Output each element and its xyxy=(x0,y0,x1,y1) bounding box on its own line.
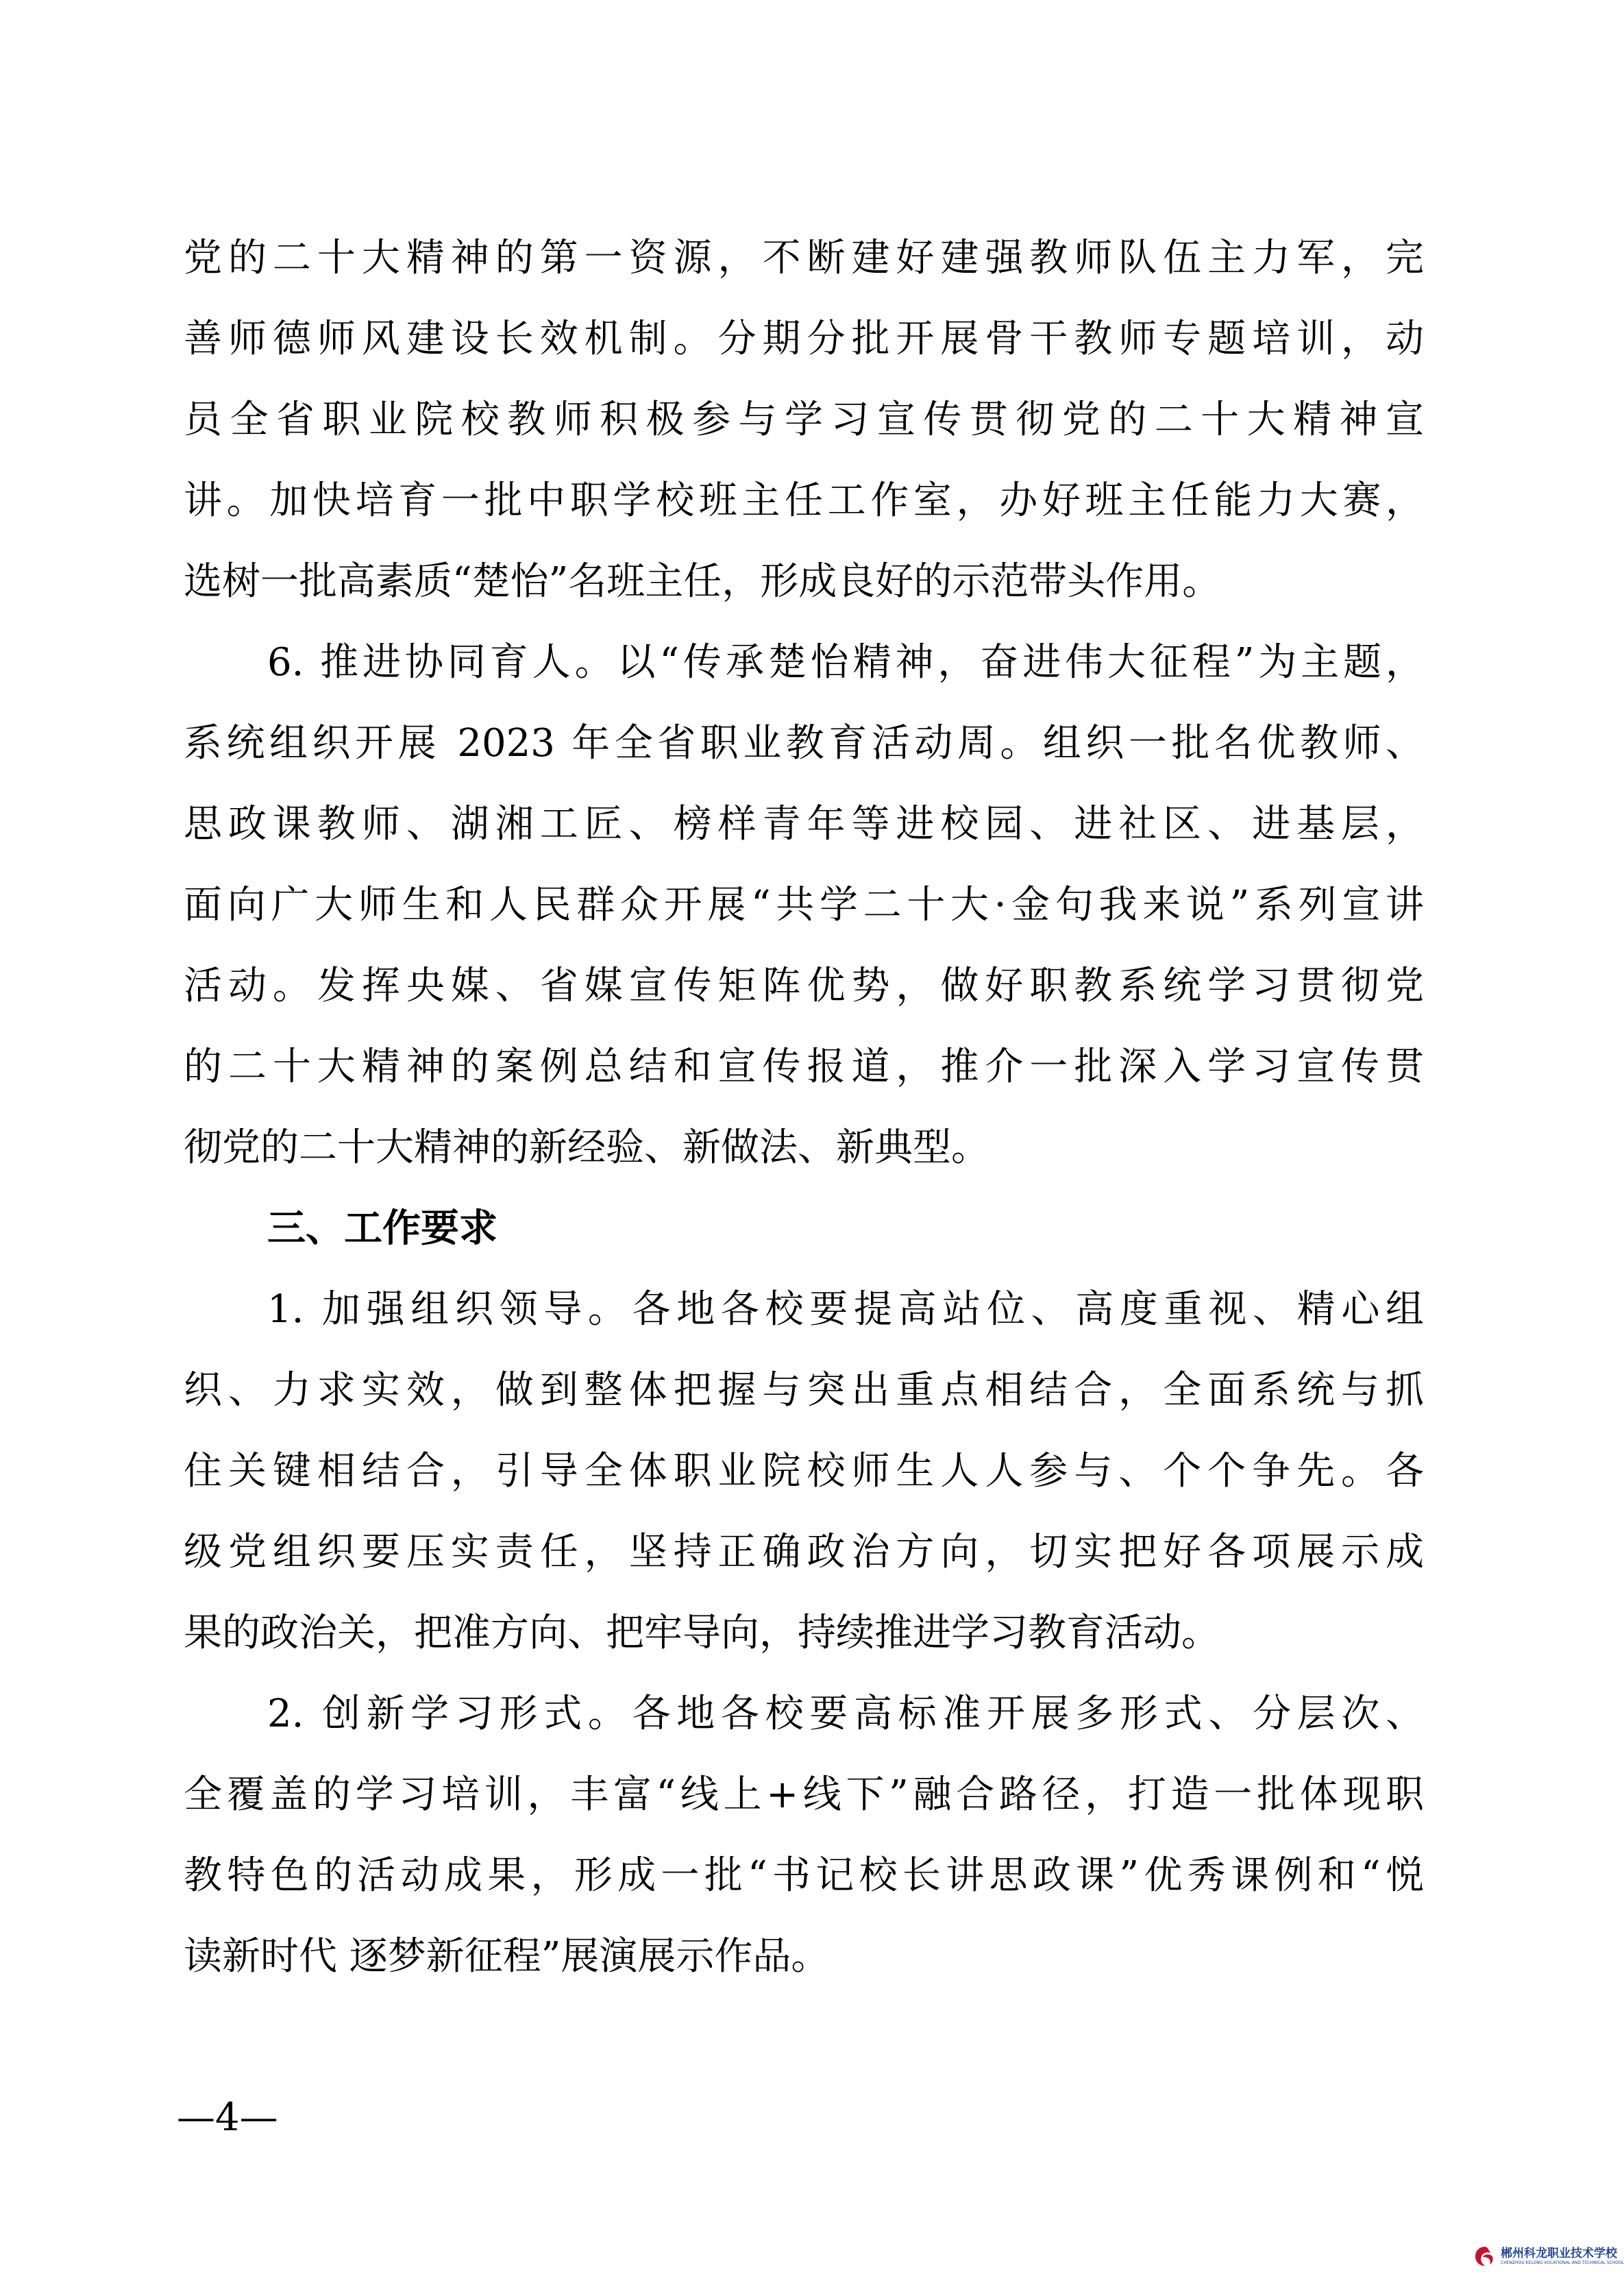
text-line: 住关键相结合，引导全体职业院校师生人人参与、个个争先。各 xyxy=(184,1449,1424,1493)
text-line: 系统组织开展 2023 年全省职业教育活动周。组织一批名优教师、 xyxy=(184,721,1424,766)
text-line: 员全省职业院校教师积极参与学习宣传贯彻党的二十大精神宣 xyxy=(184,398,1424,442)
text-line: 的二十大精神的案例总结和宣传报道，推介一批深入学习宣传贯 xyxy=(184,1045,1424,1089)
paragraph-start-line: 2. 创新学习形式。各地各校要高标准开展多形式、分层次、 xyxy=(267,1692,1424,1736)
text-line: 活动。发挥央媒、省媒宣传矩阵优势，做好职教系统学习贯彻党 xyxy=(184,964,1424,1008)
text-line: 读新时代 逐梦新征程”展演展示作品。 xyxy=(184,1934,830,1979)
school-logo xyxy=(1473,2243,1624,2270)
text-line: 选树一批高素质“楚怡”名班主任，形成良好的示范带头作用。 xyxy=(184,559,1221,604)
section-heading: 三、工作要求 xyxy=(267,1206,497,1251)
paragraph-start-line: 6. 推进协同育人。以“传承楚怡精神，奋进伟大征程”为主题， xyxy=(267,640,1424,685)
text-line: 果的政治关，把准方向、把牢导向，持续推进学习教育活动。 xyxy=(184,1611,1220,1655)
text-line: 讲。加快培育一批中职学校班主任工作室，办好班主任能力大赛， xyxy=(184,478,1424,523)
text-line: 彻党的二十大精神的新经验、新做法、新典型。 xyxy=(184,1125,989,1170)
paragraph-start-line: 1. 加强组织领导。各地各校要提高站位、高度重视、精心组 xyxy=(267,1287,1424,1332)
text-line: 织、力求实效，做到整体把握与突出重点相结合，全面系统与抓 xyxy=(184,1368,1424,1413)
text-line: 级党组织要压实责任，坚持正确政治方向，切实把好各项展示成 xyxy=(184,1530,1424,1574)
school-logo-icon xyxy=(1473,2245,1497,2268)
text-line: 全覆盖的学习培训，丰富“线上+线下”融合路径，打造一批体现职 xyxy=(184,1772,1424,1817)
text-line: 面向广大师生和人民群众开展“共学二十大·金句我来说”系列宣讲 xyxy=(184,883,1424,927)
text-line: 党的二十大精神的第一资源，不断建好建强教师队伍主力军，完 xyxy=(184,236,1424,280)
text-line: 教特色的活动成果，形成一批“书记校长讲思政课”优秀课例和“悦 xyxy=(184,1853,1424,1898)
text-line: 思政课教师、湖湘工匠、榜样青年等进校园、进社区、进基层， xyxy=(184,802,1424,846)
school-logo-subtitle: CHENZHOU KELONG VOCATIONAL AND TECHNICAL SCHOOL xyxy=(1501,2260,1624,2265)
page-number: —4— xyxy=(177,2095,278,2140)
school-logo-name: 郴州科龙职业技术学校 xyxy=(1501,2247,1617,2260)
text-line: 善师德师风建设长效机制。分期分批开展骨干教师专题培训，动 xyxy=(184,317,1424,361)
